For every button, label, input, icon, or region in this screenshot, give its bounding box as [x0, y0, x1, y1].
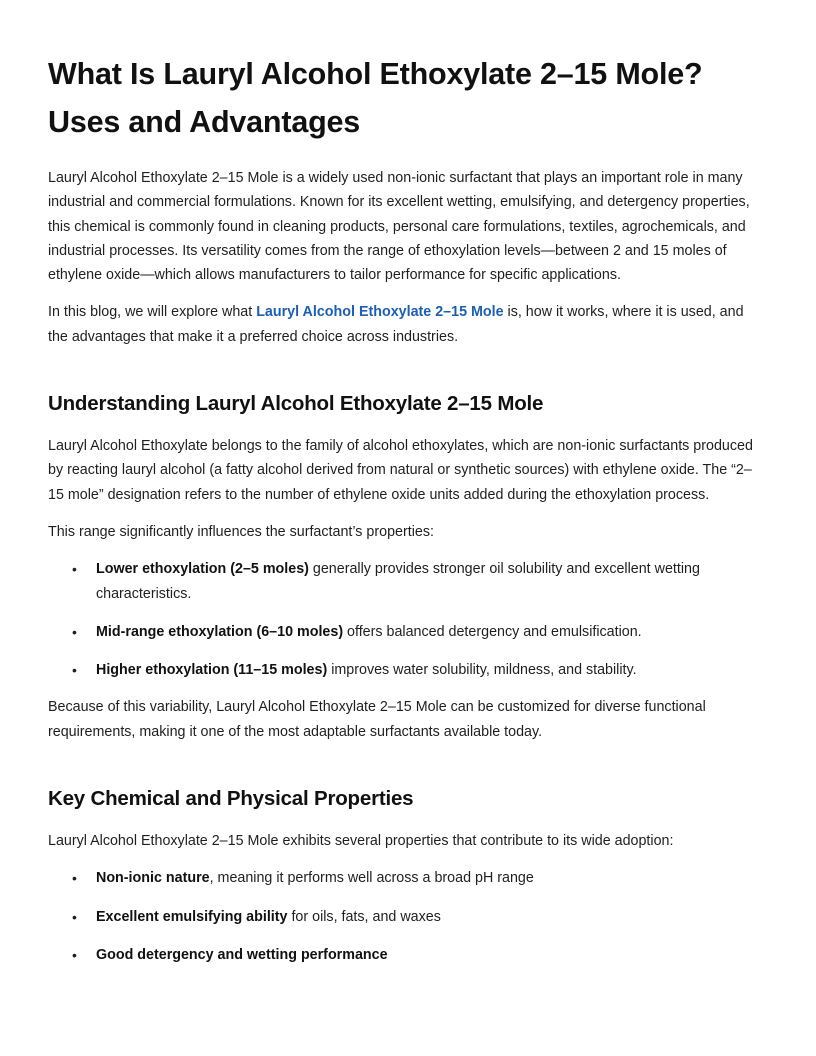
blog-intro-after: is, how it works, where it is used, and the advantages that make it a preferred choice across industries.	[48, 304, 744, 345]
blog-intro-before: In this blog, we will explore what	[48, 304, 257, 321]
list-item	[48, 557, 766, 606]
intro-paragraph: Lauryl Alcohol Ethoxylate 2–15 Mole is a widely used non-ionic surfactant that plays an important role in many industrial and commercial formulations. Known for its excellent wetting, emulsifying, and detergency properties, this chemical is commonly found in cleaning products, personal care formulations, textiles, agrochemicals, and industrial processes. Its versatility comes from the range of ethoxylation levels—between 2 and 15 moles of ethylene oxide—which allows manufacturers to tailor performance for specific applications.	[48, 170, 750, 284]
bullet-glyph: •	[72, 870, 77, 887]
list-item-text: generally provides stronger oil solubility and excellent wetting characteristics.	[96, 561, 700, 602]
bullet-glyph: •	[72, 623, 77, 640]
list-item-bold: Mid-range ethoxylation (6–10 moles)	[96, 623, 344, 640]
list-item-bold: Excellent emulsifying ability	[96, 908, 288, 925]
section-heading-properties: Key Chemical and Physical Properties	[48, 787, 414, 811]
understanding-paragraph-1: Lauryl Alcohol Ethoxylate belongs to the family of alcohol ethoxylates, which are non-ionic surfactants produced by reacting lauryl alcohol (a fatty alcohol derived from natural or synthetic sources) with ethylene oxide. The “2–15 mole” designation refers to the number of ethylene oxide units added during the ethoxylation process.	[48, 438, 753, 503]
document-title	[48, 50, 766, 146]
list-item	[48, 943, 766, 967]
properties-paragraph-1: Lauryl Alcohol Ethoxylate 2–15 Mole exhibits several properties that contribute to its wide adoption:	[48, 833, 674, 850]
list-item	[48, 658, 766, 682]
list-item-bold: Non-ionic nature	[96, 870, 210, 887]
list-item-text: improves water solubility, mildness, and stability.	[327, 662, 637, 679]
list-item	[48, 866, 766, 890]
list-item-text: , meaning it performs well across a broad pH range	[209, 870, 534, 887]
list-item	[48, 905, 766, 929]
list-item-bold: Good detergency and wetting performance	[96, 946, 388, 963]
ethoxylation-range-list	[48, 557, 766, 682]
bullet-glyph: •	[72, 946, 77, 963]
title-line-1: What Is Lauryl Alcohol Ethoxylate 2–15 Mole?	[48, 57, 703, 91]
list-item-bold: Lower ethoxylation (2–5 moles)	[96, 561, 309, 578]
section-heading-understanding: Understanding Lauryl Alcohol Ethoxylate 2–15 Mole	[48, 392, 544, 416]
bullet-glyph: •	[72, 561, 77, 578]
list-item-text: offers balanced detergency and emulsification.	[343, 623, 642, 640]
understanding-paragraph-2: This range significantly influences the surfactant’s properties:	[48, 523, 434, 540]
list-item-text: for oils, fats, and waxes	[287, 908, 441, 925]
lauryl-alcohol-ethoxylate-link[interactable]: Lauryl Alcohol Ethoxylate 2–15 Mole	[256, 304, 504, 321]
blog-intro-paragraph	[48, 300, 766, 349]
bullet-glyph: •	[72, 662, 77, 679]
list-item	[48, 620, 766, 644]
list-item-bold: Higher ethoxylation (11–15 moles)	[96, 662, 328, 679]
understanding-paragraph-3: Because of this variability, Lauryl Alcohol Ethoxylate 2–15 Mole can be customized for diverse functional requirements, making it one of the most adaptable surfactants available today.	[48, 699, 706, 740]
properties-list	[48, 866, 766, 967]
bullet-glyph: •	[72, 908, 77, 925]
title-line-2: Uses and Advantages	[48, 105, 361, 139]
